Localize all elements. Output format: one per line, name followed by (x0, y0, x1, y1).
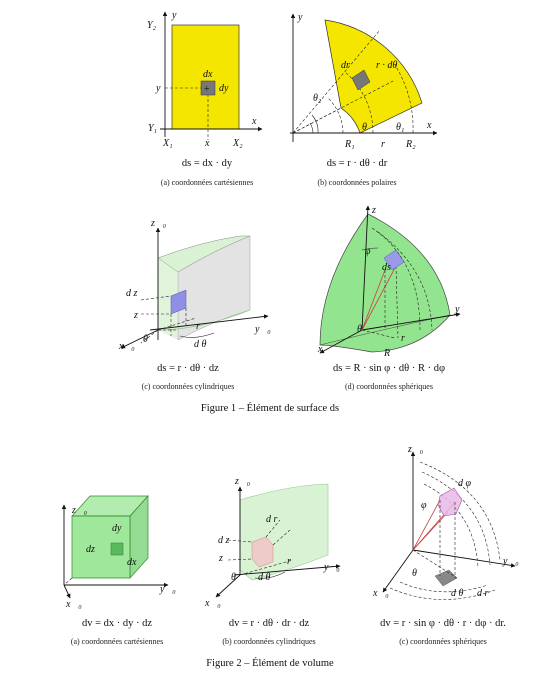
z-axis-label: z⃗ (372, 205, 384, 216)
fig1-panel-a (147, 10, 264, 187)
label-X1: X₁ (163, 138, 173, 149)
label-dtheta: d θ (451, 588, 464, 599)
x-axis-label: x⃗ (318, 344, 331, 355)
label-phi: φ (421, 500, 427, 511)
fig1-panel-d (317, 205, 467, 391)
formula: ds = r · dθ · dz (157, 363, 219, 374)
z-axis-label: z⃗₀ (408, 444, 424, 455)
label-theta: θ (362, 122, 367, 133)
fig2-panel-c (372, 444, 519, 646)
label-theta1: θ₁ (396, 122, 405, 133)
label-R2: R₂ (406, 139, 416, 150)
y-axis-label: y⃗₀ (503, 556, 519, 567)
subcaption: (d) coordonnées sphériques (345, 382, 433, 391)
label-z: z (219, 553, 223, 564)
x-axis (216, 575, 240, 597)
subcaption: (a) coordonnées cartésiennes (160, 178, 254, 187)
label-r: r (287, 556, 291, 567)
formula: ds = dx · dy (181, 158, 233, 169)
label-dr: d r (266, 514, 278, 525)
x-axis-label: x⃗₀ (205, 598, 221, 609)
label-R: R (384, 348, 391, 359)
formula: dv = dx · dy · dz (81, 618, 153, 629)
x-axis-label: x⃗₀ (373, 588, 389, 599)
label-dz: dz (86, 544, 95, 555)
label-dx: dx (203, 69, 213, 80)
x-axis-label: x⃗₀ (66, 599, 82, 610)
x-axis (64, 585, 70, 598)
label-x: x (205, 138, 210, 149)
subcaption: (c) coordonnées cylindriques (141, 382, 235, 391)
label-r: r (196, 321, 200, 332)
x-axis-label: x⃗₀ (119, 341, 135, 352)
label-theta: θ (357, 324, 362, 335)
y-axis-label: y⃗ (298, 12, 311, 23)
z-axis-label: z⃗₀ (235, 476, 251, 487)
label-z: z (134, 310, 138, 321)
label-dtheta: d θ (194, 339, 207, 350)
label-r: r (381, 139, 385, 150)
label-theta: θ (143, 334, 148, 345)
z-axis-label: z⃗₀ (72, 505, 88, 516)
label-rdtheta: r · dθ (376, 60, 398, 71)
label-r: r (401, 333, 405, 344)
label-theta2: θ₂ (313, 93, 322, 104)
z-axis-label: z⃗₀ (151, 218, 167, 229)
formula: ds = r · dθ · dr (326, 158, 388, 169)
label-Y1: Y₁ (148, 123, 158, 134)
label-dz: d z (218, 535, 230, 546)
label-dy: dy (219, 83, 229, 94)
label-theta: θ (231, 572, 236, 583)
volume-element (438, 488, 462, 516)
formula: dv = r · dθ · dr · dz (228, 618, 310, 629)
label-ds: ds (382, 262, 391, 273)
y-axis-label: y⃗₀ (255, 324, 271, 335)
subcaption: (a) coordonnées cartésiennes (70, 637, 164, 646)
label-dy: dy (112, 523, 122, 534)
cylinder-volume (240, 484, 328, 580)
subcaption: (c) coordonnées sphériques (399, 637, 487, 646)
svg-text:+: + (204, 84, 210, 95)
fig2-panel-a (64, 496, 176, 646)
x-axis-label: x⃗ (252, 116, 265, 127)
subcaption: (b) coordonnées cylindriques (222, 637, 316, 646)
label-dx: dx (127, 557, 137, 568)
fig1-panel-c (118, 218, 271, 391)
fig1-panel-b (290, 12, 439, 187)
subcaption: (b) coordonnées polaires (317, 178, 397, 187)
y-axis-label: y⃗₀ (324, 562, 340, 573)
fig2-panel-b (204, 476, 340, 646)
y-axis-label: y⃗ (455, 304, 468, 315)
label-R1: R₁ (345, 139, 355, 150)
label-y: y (156, 83, 161, 94)
y-axis-label: y⃗₀ (160, 584, 176, 595)
label-dphi: d φ (458, 478, 472, 489)
figure1-caption: Figure 1 – Élément de surface ds (200, 403, 340, 414)
formula: dv = r · sin φ · dθ · r · dφ · dr. (380, 618, 506, 629)
projection-element (435, 570, 457, 586)
label-X2: X₂ (233, 138, 243, 149)
x-axis-label: x⃗ (427, 120, 440, 131)
figure2-caption: Figure 2 – Élément de volume (206, 658, 334, 669)
y-axis-label: y⃗ (172, 10, 185, 21)
label-theta: θ (412, 568, 417, 579)
label-phi: φ (365, 246, 371, 257)
label-dr: dr (341, 60, 350, 71)
label-Y2: Y₂ (147, 20, 157, 31)
formula: ds = R · sin φ · dθ · R · dφ (332, 363, 446, 374)
x-axis (383, 550, 413, 592)
volume-element (252, 537, 273, 567)
label-dz: d z (126, 288, 138, 299)
volume-element (111, 543, 123, 555)
label-dr: d r (477, 588, 489, 599)
label-dtheta: d θ (258, 572, 271, 583)
